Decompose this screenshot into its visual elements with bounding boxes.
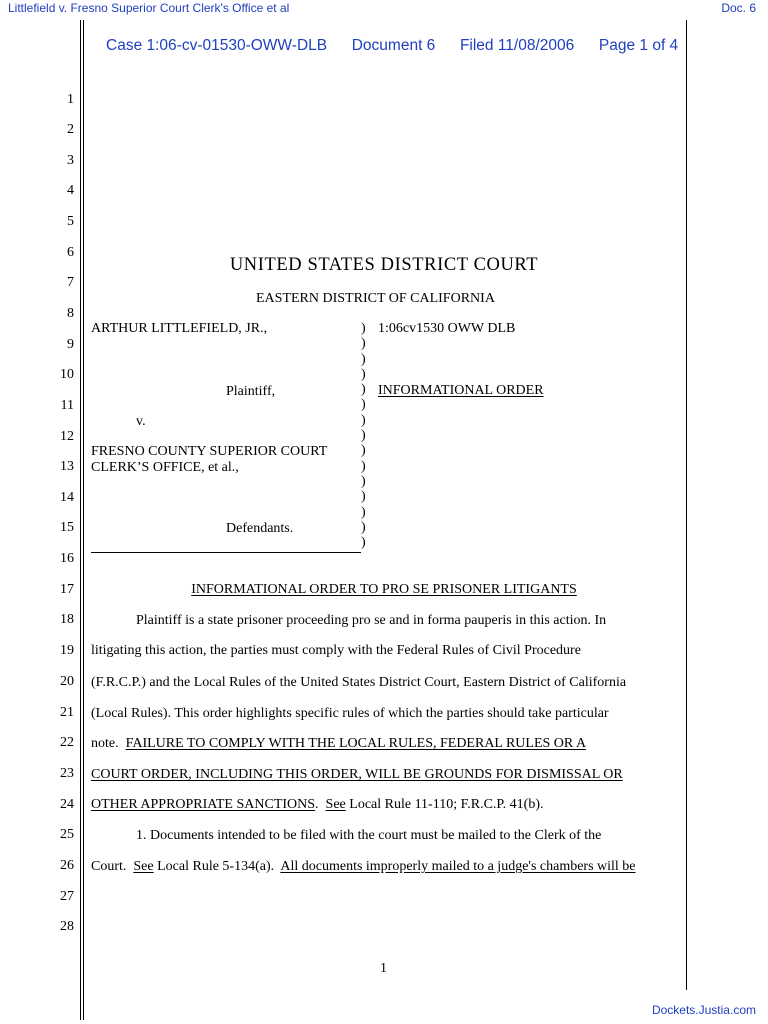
case-title-link[interactable]: Littlefield v. Fresno Superior Court Clerk's Office et al	[8, 1, 290, 15]
filing-stamp	[106, 37, 678, 55]
line-number: 14	[60, 490, 74, 505]
body-line-20: (F.R.C.P.) and the Local Rules of the United States District Court, Eastern District of California	[91, 675, 627, 690]
caption-underline	[91, 552, 361, 553]
body-text: note.	[91, 736, 126, 751]
line-number: 4	[67, 183, 74, 198]
line-number: 22	[60, 735, 74, 750]
case-number: 1:06cv1530 OWW DLB	[378, 321, 516, 336]
right-margin-rule	[686, 20, 687, 990]
stamp-document: Document 6	[351, 37, 436, 54]
line-number: 13	[60, 459, 74, 474]
body-line-21: (Local Rules). This order highlights specific rules of which the parties should take particular	[91, 706, 609, 721]
defendant-role: Defendants.	[226, 521, 294, 536]
court-name: UNITED STATES DISTRICT COURT	[229, 255, 539, 275]
body-line-25: 1. Documents intended to be filed with the court must be mailed to the Clerk of the	[136, 828, 602, 843]
line-number: 26	[60, 858, 74, 873]
body-text: Local Rule 5-134(a).	[153, 859, 281, 874]
plaintiff-name: ARTHUR LITTLEFIELD, JR.,	[91, 321, 268, 336]
line-number: 12	[60, 429, 74, 444]
see-signal: See	[133, 859, 154, 874]
caption-paren-column: ) ) ) ) ) ) ) ) ) ) ) ) ) ) )	[361, 321, 366, 551]
line-number: 1	[67, 92, 74, 107]
plaintiff-role: Plaintiff,	[226, 384, 276, 399]
body-text: Local Rule 11-110; F.R.C.P. 41(b).	[345, 797, 544, 812]
line-number: 7	[67, 275, 74, 290]
body-line-19: litigating this action, the parties must comply with the Federal Rules of Civil Procedure	[91, 643, 581, 658]
defendant-name-line1: FRESNO COUNTY SUPERIOR COURT	[91, 444, 328, 459]
line-number: 10	[60, 367, 74, 382]
line-number: 20	[60, 674, 74, 689]
line-number: 16	[60, 551, 74, 566]
left-margin-rule-outer	[80, 20, 81, 1020]
line-number: 6	[67, 245, 74, 260]
line-number: 28	[60, 919, 74, 934]
line-number: 5	[67, 214, 74, 229]
warning-text: FAILURE TO COMPLY WITH THE LOCAL RULES, FEDERAL RULES OR A	[125, 736, 587, 751]
line-number: 11	[60, 398, 74, 413]
line-number: 3	[67, 153, 74, 168]
line-number: 8	[67, 306, 74, 321]
justia-link[interactable]: Dockets.Justia.com	[651, 1003, 756, 1017]
defendant-name-line2: CLERK’S OFFICE, et al.,	[91, 460, 239, 475]
line-number: 23	[60, 766, 74, 781]
line-number: 27	[60, 889, 74, 904]
district-name: EASTERN DISTRICT OF CALIFORNIA	[256, 291, 495, 306]
line-number: 9	[67, 337, 74, 352]
line-number: 21	[60, 705, 74, 720]
line-number: 18	[60, 612, 74, 627]
order-heading: INFORMATIONAL ORDER TO PRO SE PRISONER LITIGANTS	[191, 582, 577, 597]
line-number: 25	[60, 827, 74, 842]
see-signal: See	[325, 797, 346, 812]
stamp-page: Page 1 of 4	[598, 37, 679, 54]
body-line-18: Plaintiff is a state prisoner proceeding pro se and in forma pauperis in this action. In	[136, 613, 607, 628]
body-line-24	[91, 797, 544, 813]
doc-number-link[interactable]: Doc. 6	[721, 1, 756, 15]
line-number: 2	[67, 122, 74, 137]
versus: v.	[136, 414, 146, 429]
page-number: 1	[380, 961, 387, 976]
line-number: 15	[60, 520, 74, 535]
body-line-26	[91, 859, 636, 875]
line-number: 24	[60, 797, 74, 812]
line-number: 19	[60, 643, 74, 658]
stamp-case-number: Case 1:06-cv-01530-OWW-DLB	[106, 37, 328, 54]
left-margin-rule-inner	[83, 20, 84, 1020]
warning-text: OTHER APPROPRIATE SANCTIONS	[91, 797, 316, 812]
body-line-23: COURT ORDER, INCLUDING THIS ORDER, WILL BE GROUNDS FOR DISMISSAL OR	[91, 767, 623, 782]
order-type: INFORMATIONAL ORDER	[378, 383, 544, 398]
chambers-warning: All documents improperly mailed to a judge's chambers will be	[280, 859, 636, 874]
body-text: .	[315, 797, 326, 812]
line-number: 17	[60, 582, 74, 597]
stamp-filed-date: Filed 11/08/2006	[459, 37, 575, 54]
body-line-22	[91, 736, 586, 752]
body-text: Court.	[91, 859, 134, 874]
